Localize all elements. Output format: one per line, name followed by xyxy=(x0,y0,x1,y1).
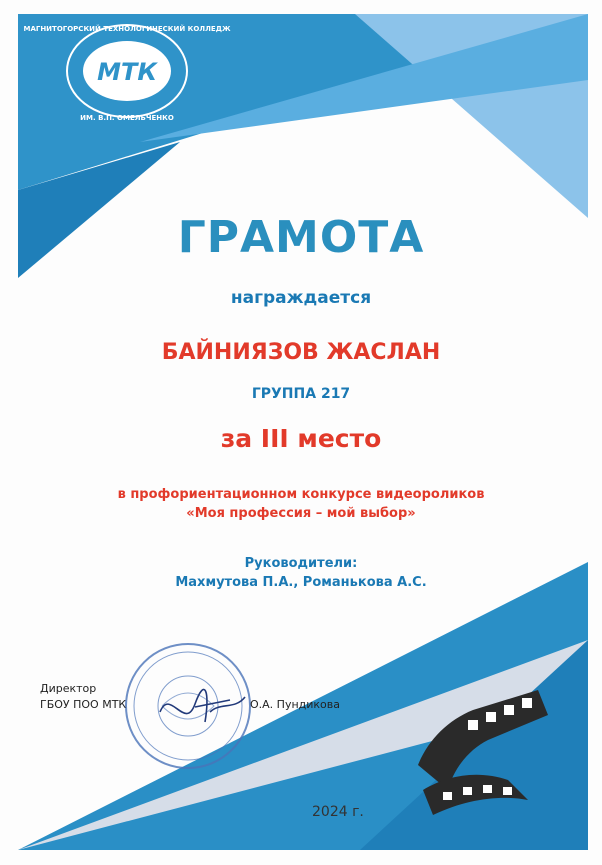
certificate-title: ГРАМОТА xyxy=(177,212,425,263)
award-place: за III место xyxy=(220,424,382,453)
leaders-label: Руководители: xyxy=(244,556,358,571)
college-logo-icon xyxy=(23,16,231,126)
svg-text:ИМ. В.П. ОМЕЛЬЧЕНКО: ИМ. В.П. ОМЕЛЬЧЕНКО xyxy=(80,114,174,122)
svg-text:МТК: МТК xyxy=(97,58,157,86)
signature-icon xyxy=(150,682,260,742)
director-position: Директор xyxy=(40,682,97,695)
contest-description: в профориентационном конкурсе видеороликов xyxy=(117,487,485,502)
svg-text:МАГНИТОГОРСКИЙ ТЕХНОЛОГИЧЕСКИЙ: МАГНИТОГОРСКИЙ ТЕХНОЛОГИЧЕСКИЙ КОЛЛЕДЖ xyxy=(23,25,231,33)
recipient-group: ГРУППА 217 xyxy=(251,386,351,402)
contest-name: «Моя профессия – мой выбор» xyxy=(186,506,416,521)
film-strip-icon xyxy=(408,680,558,825)
director-name: О.А. Пундикова xyxy=(250,698,340,711)
recipient-name: БАЙНИЯЗОВ ЖАСЛАН xyxy=(161,340,441,365)
director-organization: ГБОУ ПОО МТК xyxy=(40,698,127,711)
certificate-year: 2024 г. xyxy=(312,804,364,820)
leaders-names: Махмутова П.А., Романькова А.С. xyxy=(175,575,427,590)
awarded-label: награждается xyxy=(230,288,372,308)
